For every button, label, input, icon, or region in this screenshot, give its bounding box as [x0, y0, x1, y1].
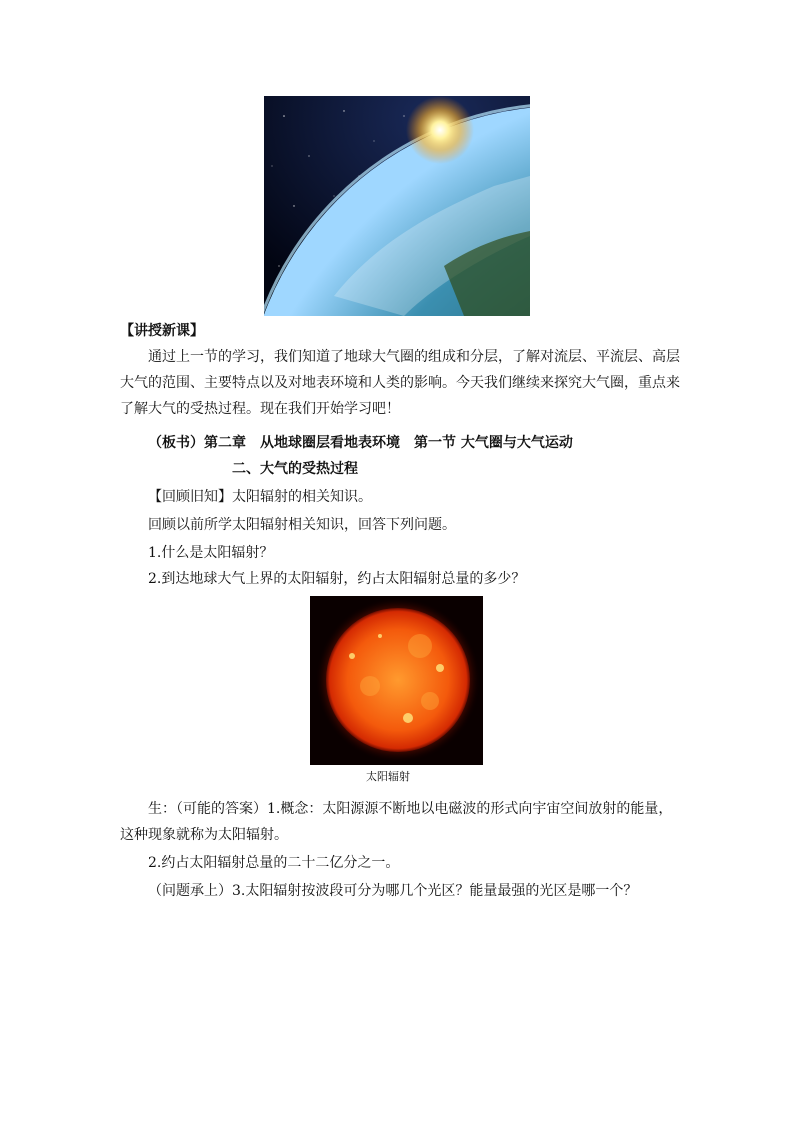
answer-line-3: 2.约占太阳辐射总量的二十二亿分之一。: [148, 855, 400, 871]
intro-paragraph-line-2: 大气的范围、主要特点以及对地表环境和人类的影响。今天我们继续来探究大气圈，重点来: [120, 375, 680, 391]
sun-image: [310, 596, 483, 765]
question-2: 2.到达地球大气上界的太阳辐射，约占太阳辐射总量的多少？: [148, 571, 526, 587]
review-intro: 回顾以前所学太阳辐射相关知识，回答下列问题。: [148, 517, 456, 533]
board-title: （板书）第二章 从地球圈层看地表环境 第一节 大气圈与大气运动: [148, 435, 573, 451]
answer-line-2: 这种现象就称为太阳辐射。: [120, 827, 288, 843]
followup-question: （问题承上）3.太阳辐射按波段可分为哪几个光区？能量最强的光区是哪一个？: [148, 883, 638, 899]
answer-line-1: 生：（可能的答案）1.概念：太阳源源不断地以电磁波的形式向宇宙空间放射的能量，: [148, 801, 673, 817]
board-subtitle: 二、大气的受热过程: [232, 461, 358, 477]
intro-paragraph-line-3: 了解大气的受热过程。现在我们开始学习吧！: [120, 401, 400, 417]
question-1: 1.什么是太阳辐射？: [148, 545, 274, 561]
section-heading: 【讲授新课】: [120, 323, 204, 339]
review-title: 【回顾旧知】太阳辐射的相关知识。: [148, 489, 372, 505]
intro-paragraph-line-1: 通过上一节的学习，我们知道了地球大气圈的组成和分层，了解对流层、平流层、高层: [148, 349, 680, 365]
earth-from-space-image: [264, 96, 530, 316]
sun-image-caption: 太阳辐射: [366, 770, 410, 783]
